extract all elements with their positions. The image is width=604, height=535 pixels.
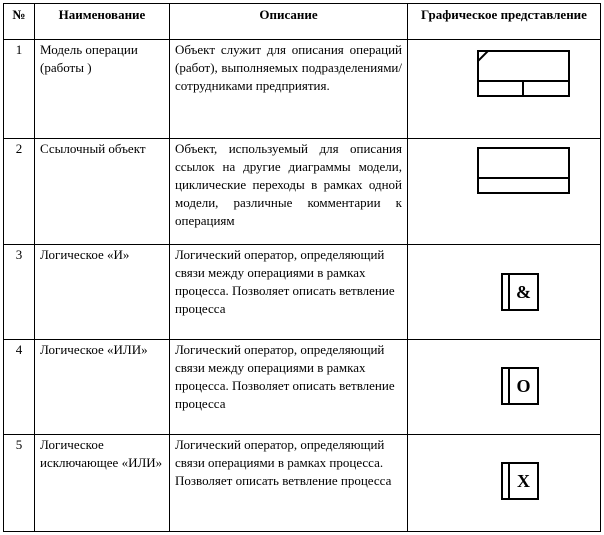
row-name: Логическое исключающее «ИЛИ» xyxy=(35,435,170,532)
table-row xyxy=(4,245,601,340)
row-num: 5 xyxy=(4,435,35,532)
elements-table xyxy=(3,3,601,532)
row-graphic xyxy=(408,40,601,139)
junction-label: & xyxy=(516,282,531,302)
row-graphic xyxy=(408,245,601,340)
row-name: Логическое «И» xyxy=(35,245,170,340)
row-graphic xyxy=(408,340,601,435)
row-graphic xyxy=(408,435,601,532)
table-row xyxy=(4,340,601,435)
or-junction-icon xyxy=(501,367,539,405)
table-row xyxy=(4,435,601,532)
row-name: Логическое «ИЛИ» xyxy=(35,340,170,435)
reference-object-box-icon xyxy=(477,147,570,194)
xor-junction-icon xyxy=(501,462,539,500)
row-name: Модель операции (работы ) xyxy=(35,40,170,139)
row-description: Логический оператор, определяющий связи между операциями в рамках процесса. Позволяет описать ветвление процесса xyxy=(170,340,408,435)
row-description: Логический оператор, определяющий связи операциями в рамках процесса. Позволяет описать ветвление процесса xyxy=(170,435,408,532)
and-junction-icon xyxy=(501,273,539,311)
row-description: Логический оператор, определяющий связи между операциями в рамках процесса. Позволяет описать ветвление процесса xyxy=(170,245,408,340)
header-num: № xyxy=(4,4,35,40)
header-description: Описание xyxy=(170,4,408,40)
row-num: 1 xyxy=(4,40,35,139)
junction-label: X xyxy=(517,471,530,491)
row-description: Объект служит для описания операций (работ), выполняемых подразделениями/сотрудниками предприятия. xyxy=(170,40,408,139)
operation-model-box-icon xyxy=(477,50,570,97)
table-row xyxy=(4,40,601,139)
row-description: Объект, используемый для описания ссылок на другие диаграммы модели, циклические переходы в рамках одной модели, различные комментарии к операциям xyxy=(170,139,408,245)
header-name: Наименование xyxy=(35,4,170,40)
table-row xyxy=(4,139,601,245)
row-num: 2 xyxy=(4,139,35,245)
header-graphic: Графическое представление xyxy=(408,4,601,40)
row-name: Ссылочный объект xyxy=(35,139,170,245)
row-graphic xyxy=(408,139,601,245)
header-row xyxy=(4,4,601,40)
row-num: 3 xyxy=(4,245,35,340)
row-num: 4 xyxy=(4,340,35,435)
junction-label: O xyxy=(516,376,531,396)
